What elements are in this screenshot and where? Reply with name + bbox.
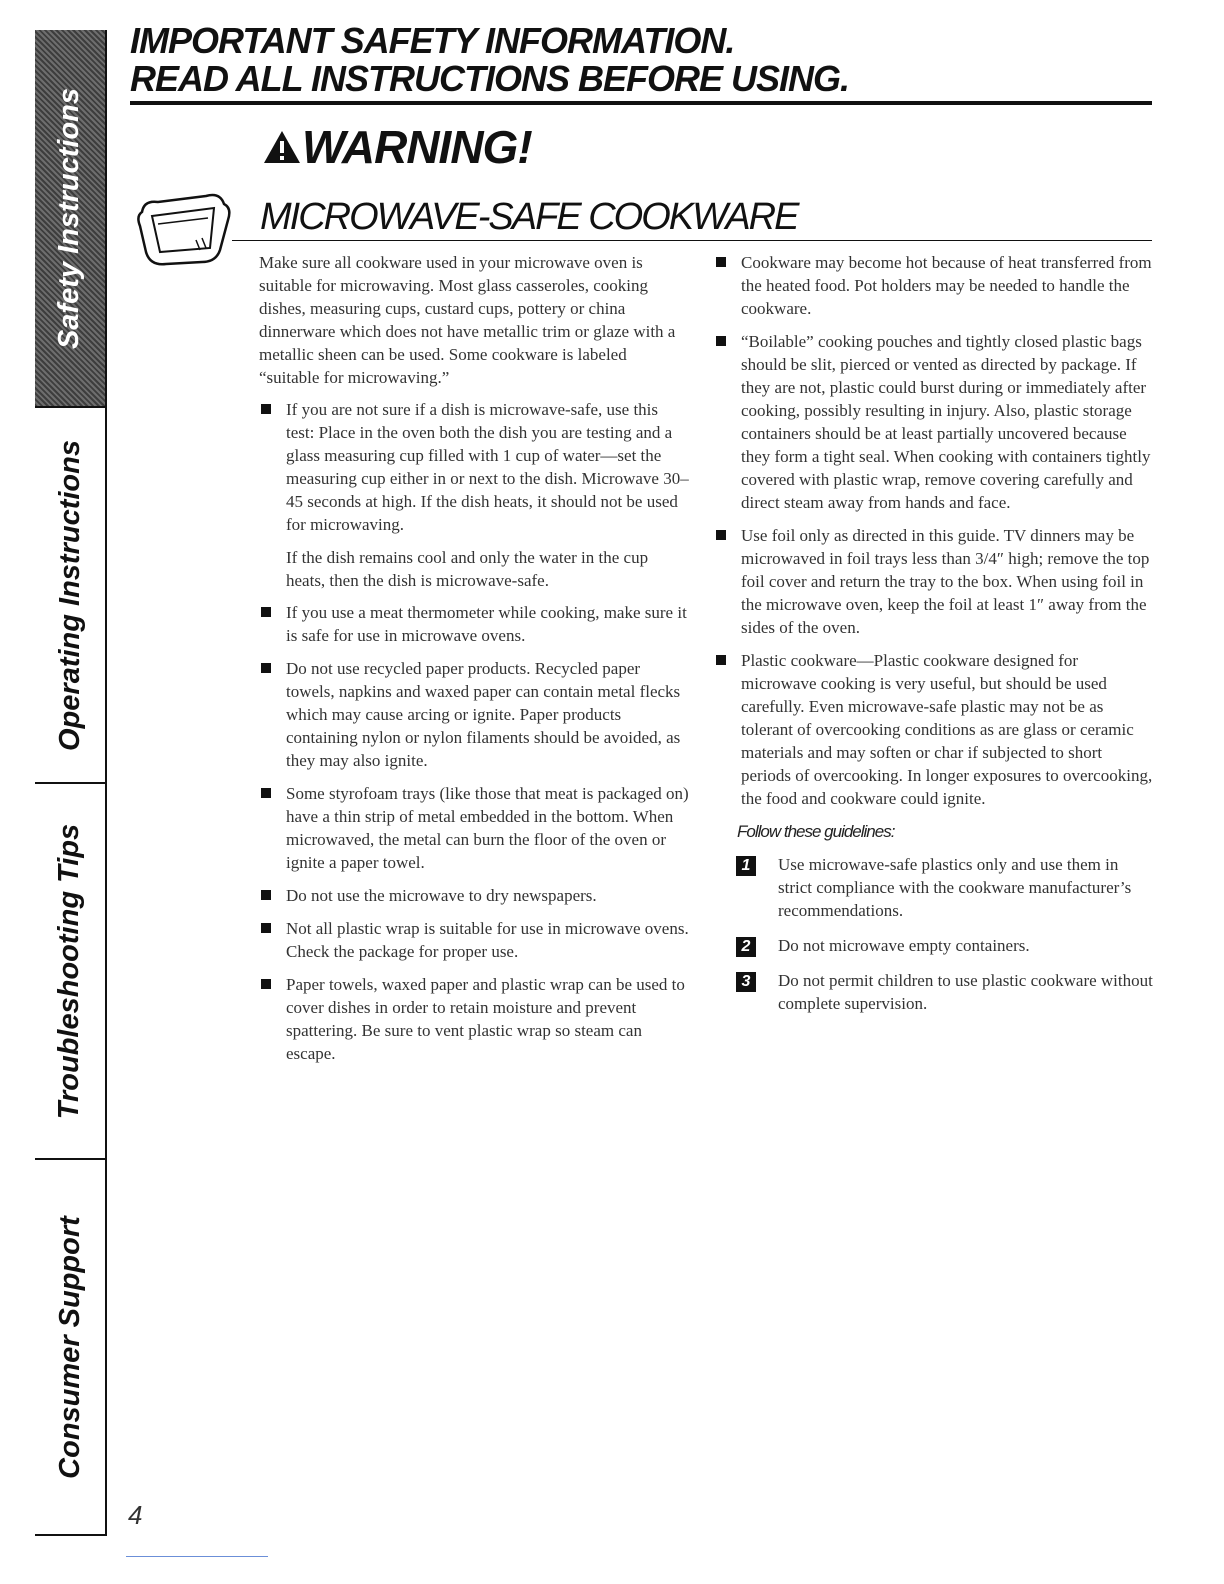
bullet-icon [716,257,726,267]
footer-underline [126,1556,268,1557]
section-rule [232,240,1152,241]
list-item [259,884,689,907]
list-item-text: “Boilable” cooking pouches and tightly closed plastic bags should be slit, pierced or vented as directed by package. If they are not, plastic could burst during or immediately after cooking, possibly resulting in injury. Also, plastic storage containers should be at least partially uncovered because they form a tight seal. When cooking with containers tightly covered with plastic wrap, remove covering carefully and direct steam away from hands and face. [741,332,1151,512]
tab-label: Troubleshooting Tips [53,823,86,1119]
list-item-text: Plastic cookware—Plastic cookware designed for microwave cooking is very useful, but should be used carefully. Even microwave-safe plastic may not be as tolerant of overcooking conditions as are glass or ceramic materials and may soften or char if subjected to short periods of overcooking. In longer exposures to overcooking, the food and cookware could ignite. [741,651,1153,808]
list-item-text: Not all plastic wrap is suitable for use in microwave ovens. Check the package for proper use. [286,919,689,961]
bullet-icon [261,979,271,989]
right-column [714,251,1154,1027]
guideline-item [736,934,1154,957]
guidelines-heading: Follow these guidelines: [737,822,895,841]
header-title-line2: READ ALL INSTRUCTIONS BEFORE USING. [130,58,850,99]
number-badge: 1 [736,856,756,876]
bullet-icon [261,607,271,617]
bullet-icon [261,923,271,933]
bullet-icon [716,336,726,346]
bullet-icon [261,890,271,900]
list-item-text: If you are not sure if a dish is microwave-safe, use this test: Place in the oven both the dish you are testing and a glass measuring cup filled with 1 cup of water—set the measuring cup either in or next to the dish. Microwave 30–45 seconds at high. If the dish heats, it should not be used for microwaving. [286,400,689,534]
list-item-text: If you use a meat thermometer while cooking, make sure it is safe for use in microwave ovens. [286,603,687,645]
bullet-icon [716,530,726,540]
list-item [714,251,1154,320]
number-badge: 3 [736,972,756,992]
list-item-text: Paper towels, waxed paper and plastic wrap can be used to cover dishes in order to retain moisture and prevent spattering. Be sure to vent plastic wrap so steam can escape. [286,975,685,1063]
warning-title: WARNING! [302,121,532,173]
number-badge: 2 [736,937,756,957]
guideline-text: Use microwave-safe plastics only and use them in strict compliance with the cookware manufacturer’s recommendations. [778,855,1132,920]
left-column [259,251,689,1075]
tab-label: Operating Instructions [53,439,86,751]
page-number: 4 [128,1500,143,1530]
warning-banner [262,120,532,174]
sidebar-nav [35,30,107,1536]
guideline-item [736,853,1154,922]
tab-label: Consumer Support [53,1215,86,1479]
bullet-icon [261,663,271,673]
list-item [259,398,689,536]
guideline-text: Do not microwave empty containers. [778,936,1030,955]
warning-triangle-icon [262,129,302,165]
tab-operating-instructions[interactable] [35,408,105,784]
guideline-item [736,969,1154,1015]
list-item [259,601,689,647]
list-item [714,524,1154,639]
list-item-text: Cookware may become hot because of heat transferred from the heated food. Pot holders may be needed to handle the cookware. [741,253,1152,318]
list-item-text: Do not use recycled paper products. Recycled paper towels, napkins and waxed paper can contain metal flecks which may cause arcing or ignite. Paper products containing nylon or nylon filaments should be avoided, as they may also ignite. [286,659,681,770]
list-item [259,657,689,772]
list-item-text: Do not use the microwave to dry newspapers. [286,886,597,905]
list-item [259,782,689,874]
tab-consumer-support[interactable] [35,1160,105,1536]
tab-troubleshooting-tips[interactable] [35,784,105,1160]
bullet-icon [716,655,726,665]
header-rule [130,101,1152,105]
bullet-icon [261,404,271,414]
tab-label: Safety Instructions [53,87,86,349]
intro-paragraph: Make sure all cookware used in your microwave oven is suitable for microwaving. Most glass casseroles, cooking dishes, measuring cups, custard cups, pottery or china dinnerware which does not have metallic trim or glaze with a metallic sheen can be used. Some cookware is labeled “suitable for microwaving.” [259,253,676,387]
section-title: MICROWAVE-SAFE COOKWARE [260,196,798,238]
header-title-line1: IMPORTANT SAFETY INFORMATION. [130,20,735,61]
list-item-text: Some styrofoam trays (like those that meat is packaged on) have a thin strip of metal embedded in the bottom. When microwaved, the metal can burn the floor of the oven or ignite a paper towel. [286,784,689,872]
guideline-text: Do not permit children to use plastic cookware without complete supervision. [778,971,1153,1013]
tab-safety-instructions[interactable] [35,30,105,408]
bullet-icon [261,788,271,798]
cookware-dish-icon [136,190,236,268]
list-item [714,330,1154,514]
list-item-followup: If the dish remains cool and only the water in the cup heats, then the dish is microwave-safe. [286,548,649,590]
list-item-text: Use foil only as directed in this guide. TV dinners may be microwaved in foil trays less than 3/4″ high; remove the top foil cover and return the tray to the box. When using foil in the microwave oven, keep the foil at least 1″ away from the sides of the oven. [741,526,1150,637]
list-item [259,973,689,1065]
list-item [259,917,689,963]
list-item [714,649,1154,810]
